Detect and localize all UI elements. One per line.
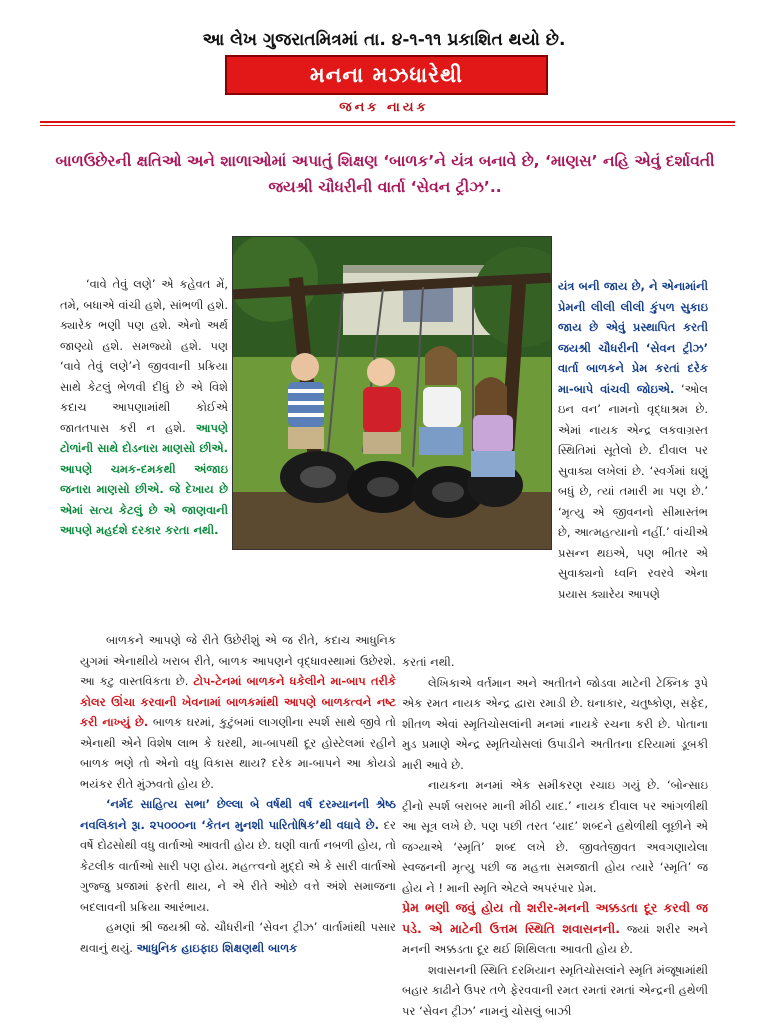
- left-paragraph-1: ‘વાવે તેવું લણે’ એ કહેવત મેં, તમે, બધાએ વાંચી હશે, સાંભળી હશે. ક્યારેક ભણી પણ હશે. એનો અર્થ જાણ્યો હશે. સમજ્યો હશે. પણ ‘વાવે તેવું લણે’ને જીવવાની પ્રક્રિયા સાથે કેટલું ભેળવી દીધું છે એ વિશે કદાચ આપણામાંથી કોઈએ જાતતપાસ કરી ન હશે.: [60, 277, 228, 435]
- author-name: જનક નાયક: [339, 100, 429, 115]
- left-column: [60, 274, 228, 541]
- publication-note: આ લેખ ગુજરાતમિત્રમાં તા. ૪-૧-૧૧ પ્રકાશિત થયો છે.: [202, 30, 566, 50]
- br-paragraph-4: શવાસનની સ્થિતિ દરમિયાન સ્મૃતિચોસલાંને સ્મૃતિ મંજૂષામાંથી બહાર કાઢીને ઉપર તળે ફેરવવાની રમત રમતાં રમતાં એન્દ્રની હથેળી પર ‘સેવન ટ્રીઝ’ નામનું ચોસલું બાઝી: [402, 962, 708, 1018]
- br-highlight: પ્રેમ ભણી જવું હોય તો શરીર-મનની અક્કડતા દૂર કરવી જ પડે. એ માટેની ઉત્તમ સ્થિતિ શવાસનની.: [402, 900, 708, 936]
- br-paragraph-0: કરતાં નથી.: [402, 655, 455, 669]
- header-rule-thin: [40, 125, 735, 126]
- br-paragraph-3: જ્યાં શરીર અને મનની અક્કડતા દૂર થઈ શિથિલતા આવતી હોય છે.: [402, 921, 708, 956]
- left-highlight: આપણે ટોળાંની સાથે દોડનારા માણસો છીએ. આપણે ચમક-દમકથી અંજાઇ જનારા માણસો છીએ. જે દેખાય છે એમાં સત્ય કેટલું છે એ જાણવાની આપણે મહદંશે દરકાર કરતા નથી.: [60, 420, 228, 537]
- right-highlight: યંત્ર બની જાય છે, ને એનામાંની પ્રેમની લીલી લીલી કુંપળ સુકાઇ જાય છે એવું પ્રસ્થાપિત કરતી જયશ્રી ચૌધરીની ‘સેવન ટ્રીઝ’ વાર્તા બાળકને પ્રેમ કરતાં દરેક મા-બાપે વાંચવી જોઇએ.: [558, 279, 708, 396]
- intro-summary: બાળઉછેરની ક્ષતિઓ અને શાળાઓમાં અપાતું શિક્ષણ ‘બાળક’ને યંત્ર બનાવે છે, ‘માણસ’ નહિ એવું દર્શાવતી જયશ્રી ચૌધરીની વાર્તા ‘સેવન ટ્રીઝ’..: [55, 152, 715, 196]
- children-on-tire-swing-photo: [232, 236, 552, 550]
- bottom-left-column: [80, 630, 396, 958]
- bl-paragraph-1: બાળકને આપણે જે રીતે ઉછેરીશું એ જ રીતે, કદાચ આધુનિક યુગમાં એનાથીયે ખરાબ રીતે, બાળક આપણને વૃદ્ધાવસ્થામાં ઉછેરશે. આ કટુ વાસ્તવિકતા છે.: [80, 633, 396, 688]
- header-rule: [40, 121, 735, 123]
- right-column: [558, 276, 708, 604]
- bottom-right-column: [402, 652, 708, 1021]
- bl-paragraph-2: દર વર્ષે દોઢસોથી વધુ વાર્તાઓ આવતી હોય છે. ઘણી વાર્તા નબળી હોય, તો કેટલીક વાર્તાઓ સારી પણ હોય. મહત્ત્વનો મુદ્દો એ કે સારી વાર્તાઓ ગુજ્જુ પ્રજામાં ફરતી થાય, ને એ રીતે ઓછે વત્તે અંશે સમાજના બદલાવની પ્રક્રિયા આરંભાય.: [80, 817, 396, 914]
- column-title-banner: મનના મઝધારેથી: [225, 55, 548, 95]
- bl-paragraph-3: હમણાં શ્રી જયશ્રી જે. ચૌધરીની ‘સેવન ટ્રીઝ’ વાર્તામાંથી પસાર થવાનું થયું.: [80, 920, 396, 955]
- right-paragraph: ‘ઓલ ઇન વન’ નામનો વૃદ્ધાશ્રમ છે. એમાં નાયક એન્દ્ર લકવાગ્રસ્ત સ્થિતિમાં સૂતેલો છે. દીવાલ પર સુવાક્ય લખેલાં છે. ‘સ્વર્ગમાં ઘણું બધું છે, ત્યાં તમારી મા પણ છે.’ ‘મૃત્યુ એ જીવનનો સીમાસ્તંભ છે, આત્મહત્યાનો નહીં.’ વાંચીએ પ્રસન્ન થઇએ, પણ ભીતર એ સુવાક્યનો ધ્વનિ રવરવે એના પ્રયાસ ક્યારેય આપણે: [558, 381, 708, 601]
- bl-highlight-1: ટોપ-ટેનમાં બાળકને ધકેલીને મા-બાપ તરીકે કોલર ઊંચા કરવાની ખેવનામાં બાળકમાંથી આપણે બાળકત્વને નષ્ટ કરી નાખ્યું છે.: [80, 674, 397, 729]
- bl-highlight-2: ‘નર્મદ સાહિત્ય સભા’ છેલ્લા બે વર્ષથી વર્ષ દરમ્યાનની શ્રેષ્ઠ નવલિકાને રૂા. ૨૫૦૦૦ના ‘કેતન મુનશી પારિતોષિક’થી વધાવે છે.: [80, 797, 396, 832]
- bl-paragraph-1-tail: બાળક ઘરમાં, કુટુંબમાં લાગણીના સ્પર્શ સાથે જીવે તો એનાથી એને વિશેષ લાભ કે ઘરથી, મા-બાપથી દૂર હોસ્ટેલમાં રહીને બાળક ભણે તો એનો વધુ વિકાસ થાય? દરેક મા-બાપને આ કોયડો ભયંકર રીતે મુંઝવતો હોય છે.: [80, 715, 397, 791]
- br-paragraph-2: નાયકના મનમાં એક સમીકરણ રચાઇ ગયું છે. ‘બોન્સાઇ ટ્રીનો સ્પર્શ બરાબર માની મીઠી યાદ.’ નાયક દીવાલ પર આંગળીથી આ સૂત્ર લખે છે. પણ પછી તરત ‘યાદ’ શબ્દને હથેળીથી લૂછીને એ જગ્યાએ ‘સ્મૃતિ’ શબ્દ લખે છે. જીવતેજીવત અવગણાયેલા સ્વજનની મૃત્યુ પછી જ મહત્તા સમજાતી હોય ત્યારે ‘સ્મૃતિ’ જ હોય ને ! માની સ્મૃતિ એટલે અપરંપાર પ્રેમ.: [402, 778, 708, 895]
- br-paragraph-1: લેખિકાએ વર્તમાન અને અતીતને જોડવા માટેની ટેક્નિક રૂપે એક રમત નાયક એન્દ્ર દ્વારા રમાડી છે. ઘનાકાર, ચતુષ્કોણ, સફેદ, શીતળ એવાં સ્મૃતિચોસલાંની મનમાં નાયકે રચના કરી છે. પોતાના મુડ પ્રમાણે એન્દ્ર સ્મૃતિચોસલાં ઉપાડીને અતીતના દરિયામાં ડૂબકી મારી આવે છે.: [402, 675, 708, 772]
- bl-highlight-3: આધુનિક હાઇફાઇ શિક્ષણથી બાળક: [136, 940, 298, 955]
